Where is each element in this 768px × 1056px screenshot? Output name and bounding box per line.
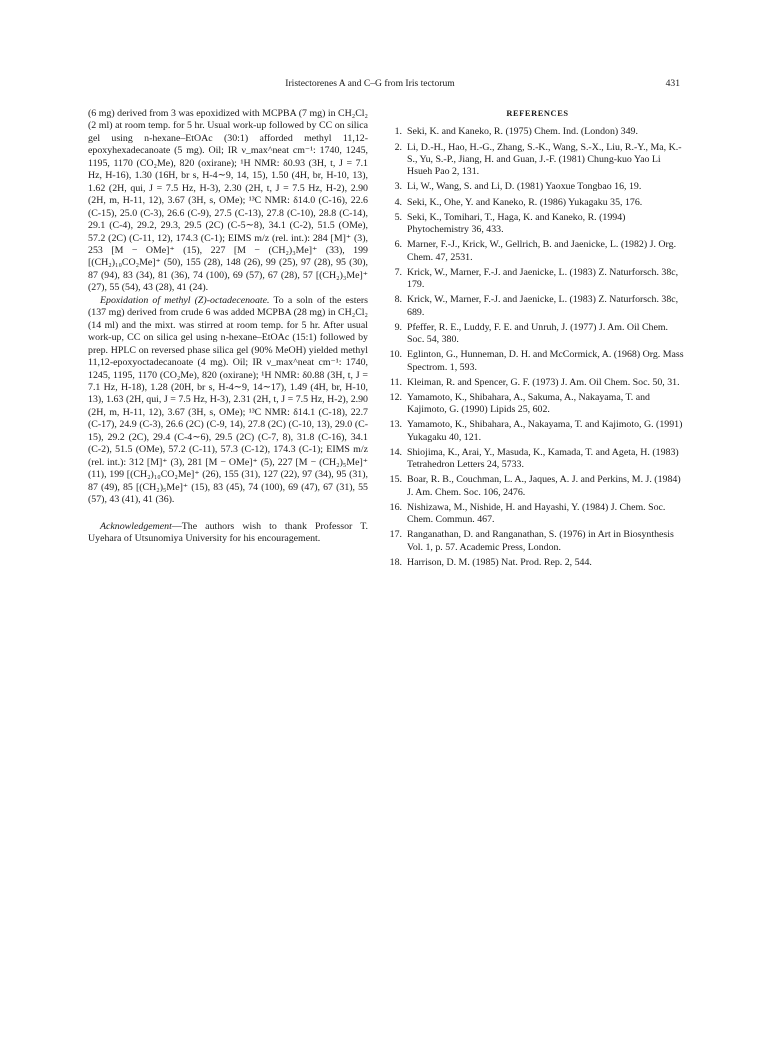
reference-text: Ranganathan, D. and Ranganathan, S. (1976) in Art in Biosynthesis Vol. 1, p. 57. Academic Press, London. bbox=[407, 529, 674, 553]
reference-item bbox=[388, 267, 687, 292]
reference-text: Harrison, D. M. (1985) Nat. Prod. Rep. 2, 544. bbox=[407, 556, 592, 568]
references-list bbox=[388, 126, 687, 569]
reference-item bbox=[388, 474, 687, 499]
reference-number: 13. bbox=[389, 419, 402, 431]
reference-number: 7. bbox=[394, 266, 402, 278]
acknowledgement-body: —The authors wish to thank Professor T. Uyehara of Utsunomiya University for his encouragement. bbox=[88, 520, 368, 544]
reference-item bbox=[388, 239, 687, 264]
reference-number: 8. bbox=[394, 294, 402, 306]
reference-text: Yamamoto, K., Shibahara, A., Sakuma, A., Nakayama, T. and Kajimoto, G. (1990) Lipids 25, 602. bbox=[407, 391, 650, 416]
reference-number: 6. bbox=[394, 239, 402, 251]
reference-text: Yamamoto, K., Shibahara, A., Nakayama, T. and Kajimoto, G. (1991) Yukagaku 40, 121. bbox=[407, 419, 683, 443]
left-column bbox=[88, 108, 368, 545]
reference-text: Li, W., Wang, S. and Li, D. (1981) Yaoxue Tongbao 16, 19. bbox=[407, 181, 642, 193]
reference-item bbox=[388, 419, 687, 444]
reference-number: 2. bbox=[394, 141, 402, 153]
reference-text: Krick, W., Marner, F.-J. and Jaenicke, L. (1983) Z. Naturforsch. 38c, 179. bbox=[407, 266, 679, 290]
reference-item bbox=[388, 557, 687, 569]
paragraph-2-title: Epoxidation of methyl (Z)-octadecenoate. bbox=[100, 294, 270, 306]
reference-text: Krick, W., Marner, F.-J. and Jaenicke, L. (1983) Z. Naturforsch. 38c, 689. bbox=[407, 294, 679, 318]
reference-text: Seki, K., Ohe, Y. and Kaneko, R. (1986) Yukagaku 35, 176. bbox=[407, 196, 643, 208]
reference-item bbox=[388, 322, 687, 347]
reference-item bbox=[388, 529, 687, 554]
running-title: Iristectorenes A and C–G from Iris tectorum bbox=[285, 78, 455, 89]
reference-number: 12. bbox=[389, 391, 402, 403]
reference-item bbox=[388, 142, 687, 179]
reference-text: Boar, R. B., Couchman, L. A., Jaques, A. J. and Perkins, M. J. (1984) J. Am. Chem. Soc. 106, 2476. bbox=[407, 474, 681, 498]
experimental-paragraph-1: (6 mg) derived from 3 was epoxidized with MCPBA (7 mg) in CH₂Cl₂ (2 ml) at room temp. for 5 hr. Usual work-up followed by CC on silica gel using n-hexane–EtOAc (30:1) afforded methyl 11,12-epoxyhexadecanoate (5 mg). Oil; IR ν_max^neat cm⁻¹: 1740, 1245, 1195, 1170 (CO₂Me), 820 (oxirane); ¹H NMR: δ0.93 (3H, t, J = 7.1 Hz, H-16), 1.30 (16H, br s, H-4∼9, 14, 15), 1.50 (4H, br, H-10, 13), 1.62 (2H, qui, J = 7.5 Hz, H-3), 2.30 (2H, t, J = 7.5 Hz, H-2), 2.90 (2H, m, H-11, 12), 3.67 (3H, s, OMe); ¹³C NMR: δ14.0 (C-16), 22.6 (C-15), 25.0 (C-3), 26.6 (C-9), 27.5 (C-13), 27.8 (C-10), 28.8 (C-14), 29.1 (C-4), 29.2, 29.3, 29.5 (2C) (C-5∼8), 34.1 (C-2), 51.5 (OMe), 57.2 (2C) (C-11, 12), 174.3 (C-1); EIMS m/z (rel. int.): 284 [M]⁺ (3), 253 [M − OMe]⁺ (15), 227 [M − (CH₂)₃Me]⁺ (33), 199 [(CH₂)₁₀CO₂Me]⁺ (50), 155 (28), 148 (26), 99 (25), 97 (28), 95 (30), 87 (94), 83 (34), 81 (36), 74 (100), 69 (57), 67 (28), 57 [(CH₂)₃Me]⁺ (27), 55 (54), 43 (28), 41 (24). bbox=[88, 108, 368, 294]
references-heading: REFERENCES bbox=[506, 109, 569, 118]
paragraph-2-body: To a soln of the esters (137 mg) derived from crude 6 was added MCPBA (28 mg) in CH₂Cl₂ (14 ml) and the mixt. was stirred at room temp. for 5 hr. After usual work-up, CC on silica gel using n-hexane–EtOAc (15:1) followed by prep. HPLC on reversed phase silica gel (90% MeOH) yielded methyl 11,12-epoxyoctadecanoate (4 mg). Oil; IR ν_max^neat cm⁻¹: 1740, 1245, 1195, 1170 (CO₂Me), 820 (oxirane); ¹H NMR: δ0.88 (3H, t, J = 7.1 Hz, H-18), 1.28 (20H, br s, H-4∼9, 14∼17), 1.49 (4H, br, H-10, 13), 1.63 (2H, qui, J = 7.5 Hz, H-3), 2.31 (2H, t, J = 7.5 Hz, H-2), 2.90 (2H, m, H-11, 12), 3.67 (3H, s, OMe); ¹³C NMR: δ14.1 (C-18), 22.7 (C-17), 24.9 (C-3), 26.6 (2C) (C-9, 14), 27.8 (2C) (C-10, 13), 29.0 (C-15), 29.2 (2C), 29.4 (C-4∼6), 29.5 (2C) (C-7, 8), 31.8 (C-16), 34.1 (C-2), 51.5 (OMe), 57.2 (C-11), 57.3 (C-12), 174.3 (C-1); EIMS m/z (rel. int.): 312 [M]⁺ (3), 281 [M − OMe]⁺ (5), 227 [M − (CH₂)₅Me]⁺ (11), 199 [(CH₂)₁₀CO₂Me]⁺ (26), 155 (31), 127 (22), 97 (34), 95 (31), 87 (49), 85 [(CH₂)₅Me]⁺ (15), 83 (45), 74 (100), 69 (47), 67 (31), 55 (57), 43 (41), 41 (36). bbox=[88, 294, 368, 506]
reference-number: 16. bbox=[389, 501, 402, 513]
reference-number: 9. bbox=[394, 321, 402, 333]
acknowledgement bbox=[88, 521, 368, 546]
reference-number: 14. bbox=[389, 446, 402, 458]
reference-item bbox=[388, 392, 687, 417]
reference-item bbox=[388, 502, 687, 527]
reference-item bbox=[388, 126, 687, 138]
reference-text: Kleiman, R. and Spencer, G. F. (1973) J. Am. Oil Chem. Soc. 50, 31. bbox=[407, 376, 680, 388]
reference-item bbox=[388, 447, 687, 472]
reference-text: Seki, K. and Kaneko, R. (1975) Chem. Ind. (London) 349. bbox=[407, 126, 638, 138]
right-column bbox=[388, 108, 687, 572]
reference-number: 3. bbox=[394, 181, 402, 193]
experimental-paragraph-2 bbox=[88, 295, 368, 507]
reference-number: 11. bbox=[390, 376, 402, 388]
reference-text: Marner, F.-J., Krick, W., Gellrich, B. and Jaenicke, L. (1982) J. Org. Chem. 47, 2531. bbox=[407, 239, 677, 263]
reference-text: Li, D.-H., Hao, H.-G., Zhang, S.-K., Wang, S.-X., Liu, R.-Y., Ma, K.-S., Yu, S.-P., Jiang, H. and Guan, J.-F. (1981) Chung-kuo Yao Li Hsueh Pao 2, 131. bbox=[407, 141, 682, 178]
reference-text: Eglinton, G., Hunneman, D. H. and McCormick, A. (1968) Org. Mass Spectrom. 1, 593. bbox=[407, 349, 684, 373]
reference-item bbox=[388, 377, 687, 389]
reference-text: Nishizawa, M., Nishide, H. and Hayashi, Y. (1984) J. Chem. Soc. Chem. Commun. 467. bbox=[407, 501, 666, 526]
reference-number: 5. bbox=[394, 211, 402, 223]
reference-number: 15. bbox=[389, 474, 402, 486]
page-number: 431 bbox=[665, 78, 680, 89]
reference-text: Seki, K., Tomihari, T., Haga, K. and Kaneko, R. (1994) Phytochemistry 36, 433. bbox=[407, 211, 626, 235]
acknowledgement-title: Acknowledgement bbox=[100, 520, 172, 532]
reference-number: 18. bbox=[389, 556, 402, 568]
reference-number: 17. bbox=[389, 529, 402, 541]
reference-item bbox=[388, 197, 687, 209]
reference-item bbox=[388, 212, 687, 237]
reference-number: 10. bbox=[389, 349, 402, 361]
reference-number: 1. bbox=[394, 126, 402, 138]
reference-item bbox=[388, 349, 687, 374]
reference-item bbox=[388, 181, 687, 193]
running-header bbox=[60, 78, 680, 92]
reference-item bbox=[388, 294, 687, 319]
reference-text: Shiojima, K., Arai, Y., Masuda, K., Kamada, T. and Ageta, H. (1983) Tetrahedron Letters 24, 5733. bbox=[407, 446, 679, 471]
reference-number: 4. bbox=[394, 196, 402, 208]
reference-text: Pfeffer, R. E., Luddy, F. E. and Unruh, J. (1977) J. Am. Oil Chem. Soc. 54, 380. bbox=[407, 321, 669, 345]
